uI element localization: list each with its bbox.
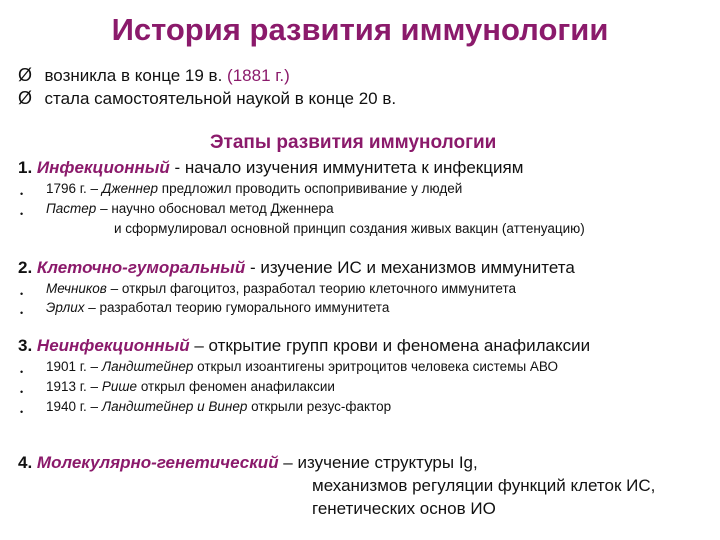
list-item xyxy=(20,359,558,380)
item-person: Эрлих xyxy=(46,300,85,315)
arrow-bullet-icon: Ø xyxy=(18,88,33,108)
bullet-icon: • xyxy=(20,209,24,219)
stage-number: 2. xyxy=(18,258,33,277)
stage-description: изучение структуры Ig, xyxy=(297,453,478,472)
arrow-bullet-icon: Ø xyxy=(18,65,33,85)
stage-4-line-2: механизмов регуляции функций клеток ИС, xyxy=(312,476,656,495)
stage-description: изучение ИС и механизмов иммунитета xyxy=(260,258,575,277)
stage-name: Инфекционный xyxy=(36,158,170,177)
intro-year: (1881 г.) xyxy=(227,66,290,85)
item-person: Пастер xyxy=(46,201,97,216)
bullet-icon: • xyxy=(20,407,24,417)
item-text: открыли резус-фактор xyxy=(247,399,392,414)
item-person: Ландштейнер и Винер xyxy=(101,399,248,414)
bullet-icon: • xyxy=(20,189,24,199)
list-item xyxy=(20,181,463,202)
stage-separator: - xyxy=(169,158,185,177)
bullet-icon: • xyxy=(20,308,24,318)
stage-1-heading xyxy=(18,158,523,178)
stage-separator: – xyxy=(278,453,298,472)
list-item xyxy=(20,379,335,400)
stage-4-line-3: генетических основ ИО xyxy=(312,499,496,518)
list-item xyxy=(20,281,517,302)
stage-description: начало изучения иммунитета к инфекциям xyxy=(184,158,524,177)
stage-number: 3. xyxy=(18,336,33,355)
stage-name: Неинфекционный xyxy=(36,336,190,355)
list-item xyxy=(20,399,392,420)
item-text: открыл изоантигены эритроцитов человека системы АВО xyxy=(193,359,558,374)
item-person: Ландштейнер xyxy=(101,359,194,374)
intro-text: стала самостоятельной наукой в конце 20 в. xyxy=(44,89,397,108)
stage-description: открытие групп крови и феномена анафилаксии xyxy=(208,336,591,355)
intro-line-2 xyxy=(18,88,396,109)
bullet-icon: • xyxy=(20,387,24,397)
stage-separator: – xyxy=(189,336,209,355)
bullet-icon: • xyxy=(20,367,24,377)
item-person: Мечников xyxy=(46,281,107,296)
stage-number: 1. xyxy=(18,158,33,177)
stage-4-heading xyxy=(18,453,478,473)
stage-separator: - xyxy=(245,258,261,277)
stage-3-heading xyxy=(18,336,590,356)
item-text: предложил проводить оспопрививание у людей xyxy=(158,181,463,196)
page-title: История развития иммунологии xyxy=(111,12,609,47)
item-text: – открыл фагоцитоз, разработал теорию клеточного иммунитета xyxy=(106,281,517,296)
list-item-continuation: и сформулировал основной принцип создания живых вакцин (аттенуацию) xyxy=(114,221,585,236)
item-text: открыл феномен анафилаксии xyxy=(137,379,335,394)
item-person: Рише xyxy=(101,379,138,394)
intro-line-1 xyxy=(18,65,290,86)
item-date: 1913 г. – xyxy=(46,379,102,394)
section-subtitle: Этапы развития иммунологии xyxy=(210,132,497,153)
intro-text: возникла в конце 19 в. xyxy=(44,66,228,85)
stage-name: Клеточно-гуморальный xyxy=(36,258,246,277)
item-date: 1901 г. – xyxy=(46,359,102,374)
stage-2-heading xyxy=(18,258,575,278)
stage-name: Молекулярно-генетический xyxy=(36,453,279,472)
list-item xyxy=(20,201,334,222)
item-text: – научно обосновал метод Дженнера xyxy=(96,201,334,216)
item-person: Дженнер xyxy=(101,181,159,196)
stage-number: 4. xyxy=(18,453,33,472)
bullet-icon: • xyxy=(20,289,24,299)
item-date: 1796 г. – xyxy=(46,181,102,196)
list-item xyxy=(20,300,390,321)
item-text: – разработал теорию гуморального иммунитета xyxy=(84,300,390,315)
item-date: 1940 г. – xyxy=(46,399,102,414)
